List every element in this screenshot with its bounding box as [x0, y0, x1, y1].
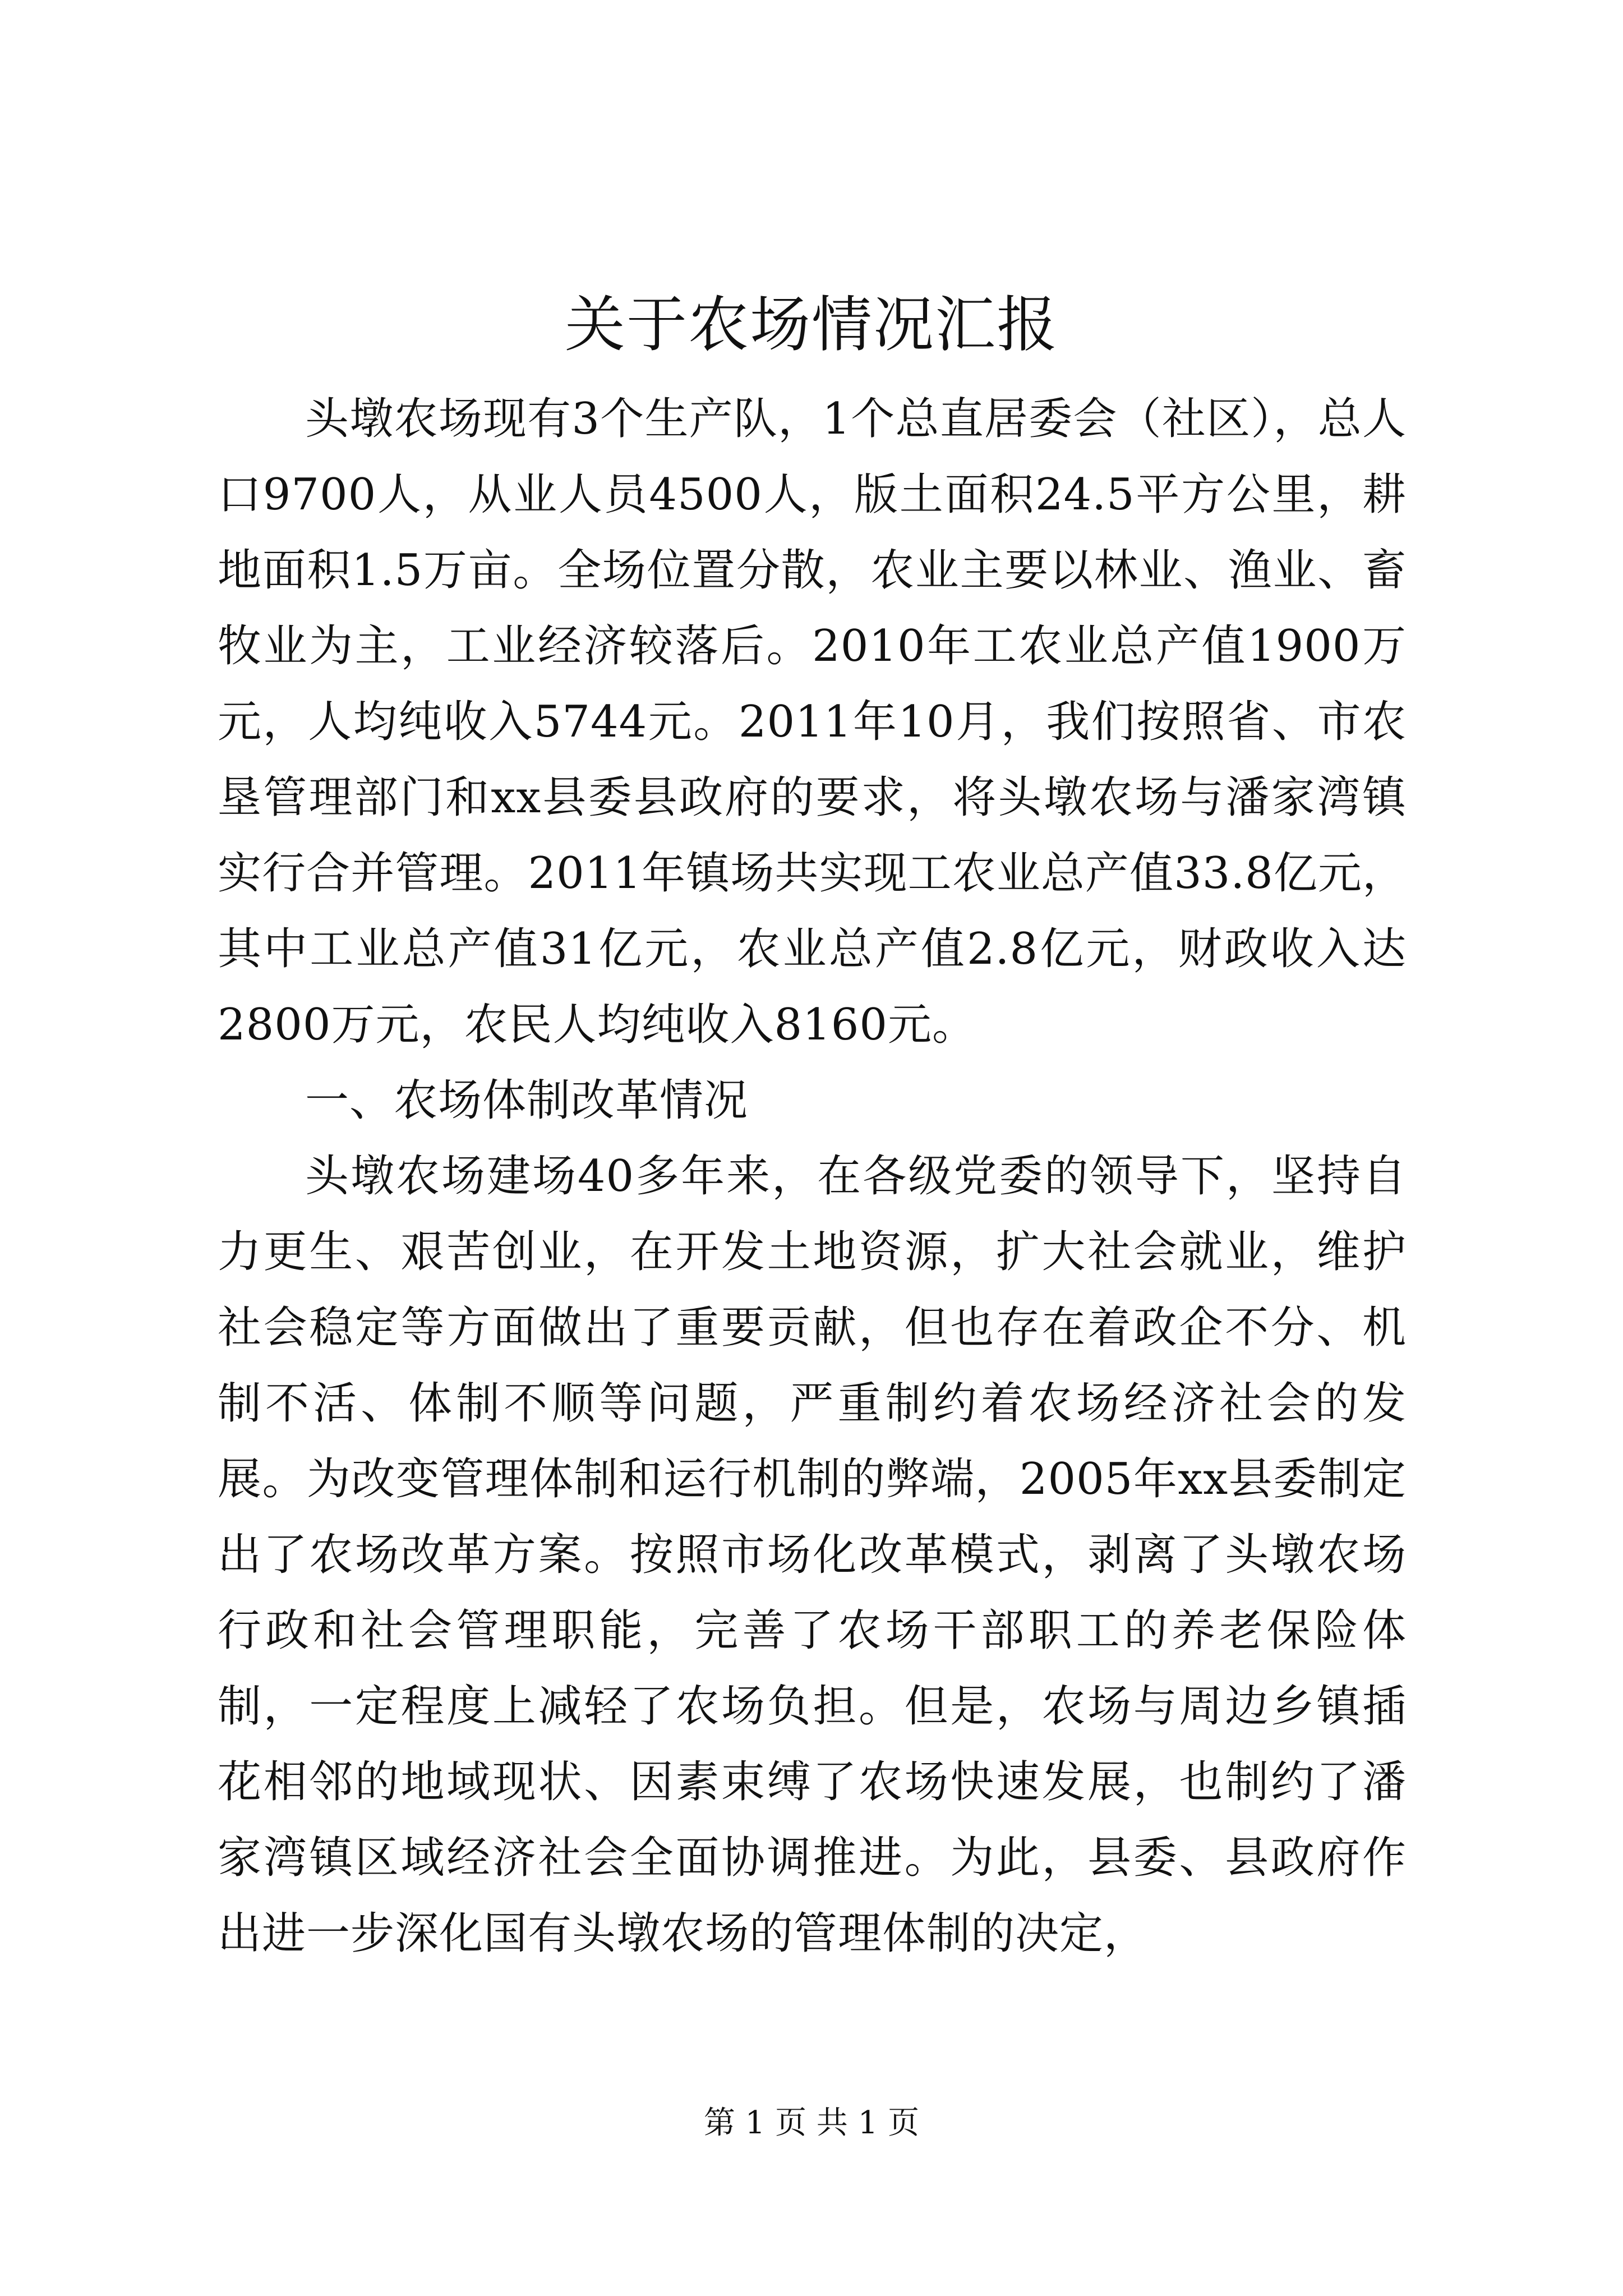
- section-heading: 一、农场体制改革情况: [305, 1075, 749, 1126]
- intro-paragraph: 头墩农场现有3个生产队，1个总直居委会（社区），总人口9700人，从业人员4500人，版土面积24.5平方公里，耕地面积1.5万亩。全场位置分散，农业主要以林业、渔业、畜牧业为主，工业经济较落后。2010年工农业总产值1900万元，人均纯收入5744元。2011年10月，我们按照省、市农垦管理部门和xx县委县政府的要求，将头墩农场与潘家湾镇实行合并管理。2011年镇场共实现工农业总产值33.8亿元，其中工业总产值31亿元，农业总产值2.8亿元，财政收入达2800万元，农民人均纯收入8160元。: [218, 394, 1407, 1050]
- section-paragraph: 头墩农场建场40多年来，在各级党委的领导下，坚持自力更生、艰苦创业，在开发土地资源，扩大社会就业，维护社会稳定等方面做出了重要贡献，但也存在着政企不分、机制不活、体制不顺等问题，严重制约着农场经济社会的发展。为改变管理体制和运行机制的弊端，2005年xx县委制定出了农场改革方案。按照市场化改革模式，剥离了头墩农场行政和社会管理职能，完善了农场干部职工的养老保险体制，一定程度上减轻了农场负担。但是，农场与周边乡镇插花相邻的地域现状、因素束缚了农场快速发展，也制约了潘家湾镇区域经济社会全面协调推进。为此，县委、县政府作出进一步深化国有头墩农场的管理体制的决定，: [218, 1151, 1407, 1959]
- document-title: 关于农场情况汇报: [564, 290, 1058, 360]
- document-body: [218, 381, 1407, 1972]
- page-footer: 第 1 页 共 1 页: [703, 2105, 920, 2141]
